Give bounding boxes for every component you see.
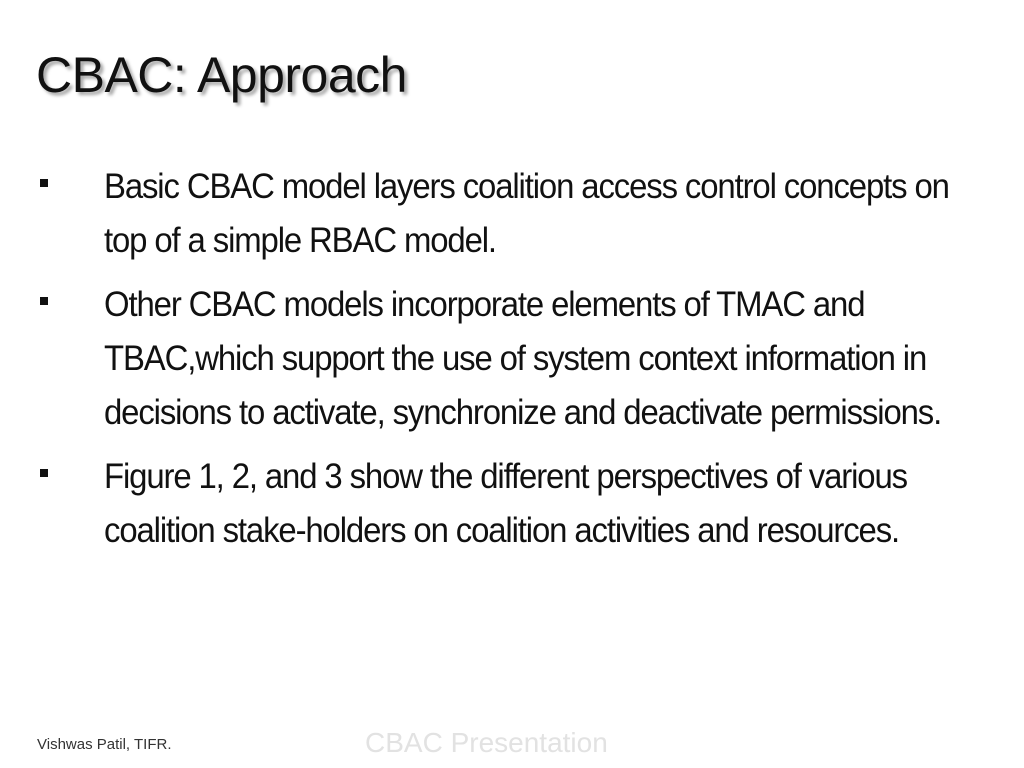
square-bullet-icon bbox=[40, 179, 48, 187]
square-bullet-icon bbox=[40, 469, 48, 477]
bullet-text: Figure 1, 2, and 3 show the different perspectives of various coalition stake-holders on coalition activities and resources. bbox=[104, 457, 907, 550]
footer-author: Vishwas Patil, TIFR. bbox=[37, 736, 172, 753]
slide-title: CBAC: Approach bbox=[36, 47, 407, 103]
square-bullet-icon bbox=[40, 297, 48, 305]
bullet-item bbox=[38, 450, 986, 558]
bullet-text: Other CBAC models incorporate elements of TMAC and TBAC,which support the use of system context information in decisions to activate, synchronize and deactivate permissions. bbox=[104, 285, 942, 432]
footer-presentation-title: CBAC Presentation bbox=[365, 727, 608, 758]
bullet-text: Basic CBAC model layers coalition access control concepts on top of a simple RBAC model. bbox=[104, 167, 949, 260]
bullet-item bbox=[38, 278, 986, 440]
bullet-list bbox=[38, 160, 986, 568]
bullet-item bbox=[38, 160, 986, 268]
